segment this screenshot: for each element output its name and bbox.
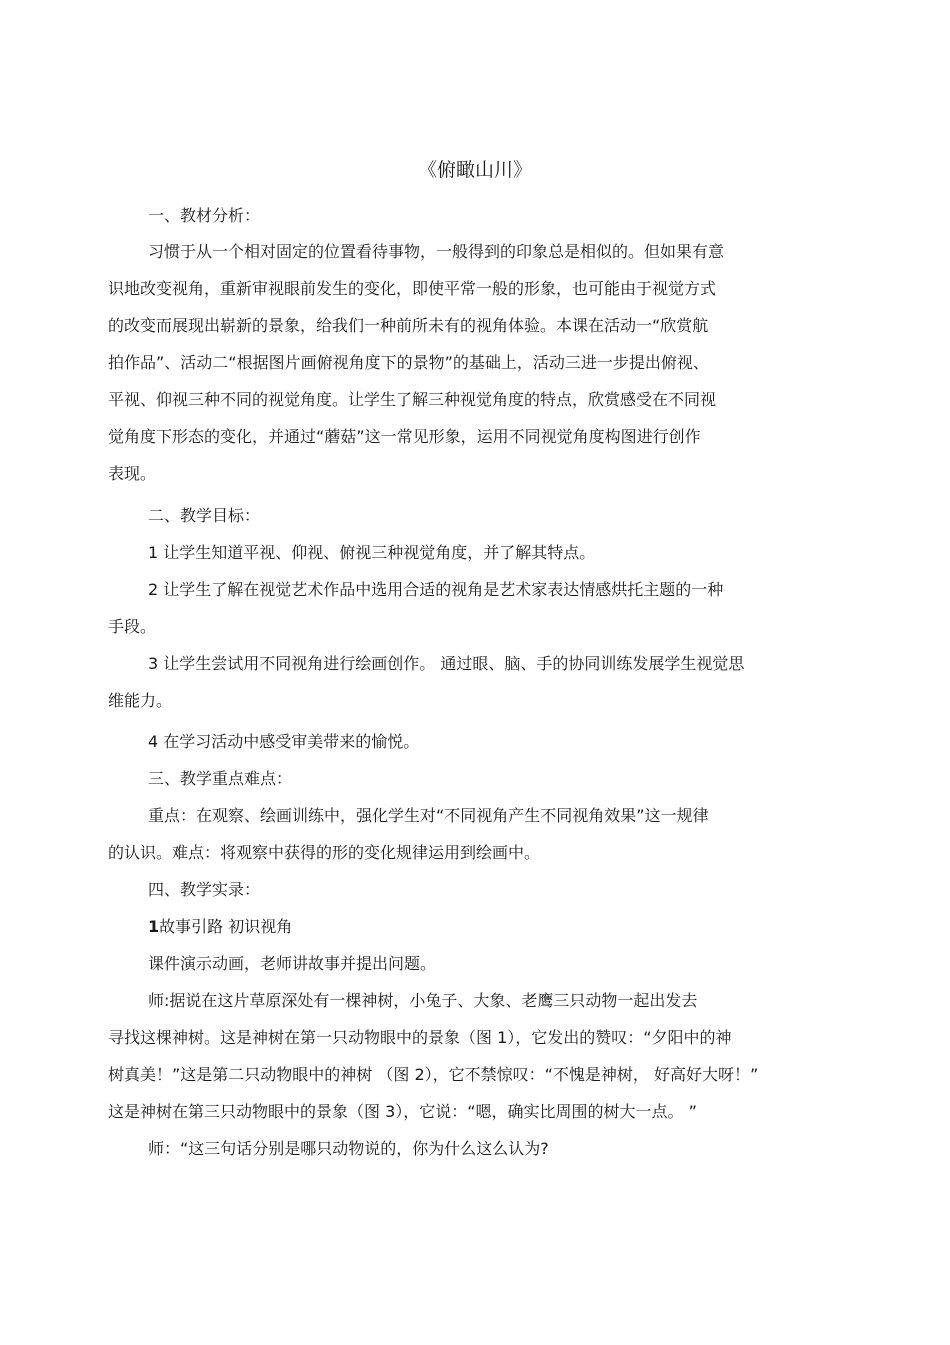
key-points-line: 重点：在观察、绘画训练中，强化学生对“不同视角产生不同视角效果”这一规律 [148, 806, 709, 825]
goal-item-4: 4 在学习活动中感受审美带来的愉悦。 [148, 732, 420, 751]
goal-item-2: 2 让学生了解在视觉艺术作品中选用合适的视角是艺术家表达情感烘托主题的一种 [148, 580, 724, 599]
paragraph-line: 的改变而展现出崭新的景象，给我们一种前所未有的视角体验。本课在活动一“欣赏航 [108, 316, 709, 335]
subsection-number: 1 [148, 917, 160, 936]
section-1-heading: 一、教材分析： [148, 206, 261, 225]
paragraph-line: 树真美！”这是第二只动物眼中的神树 （图 2），它不禁惊叹：“不愧是神树， 好高好大呀！” [108, 1065, 759, 1084]
paragraph-line: 师：“这三句话分别是哪只动物说的，你为什么这么认为? [148, 1139, 549, 1158]
goal-item-2-cont: 手段。 [108, 617, 157, 636]
paragraph-line: 平视、仰视三种不同的视觉角度。让学生了解三种视觉角度的特点，欣赏感受在不同视 [108, 390, 717, 409]
paragraph-line: 师:据说在这片草原深处有一棵神树，小兔子、大象、老鹰三只动物一起出发去 [148, 991, 698, 1010]
paragraph-line: 觉角度下形态的变化，并通过“蘑菇”这一常见形象，运用不同视觉角度构图进行创作 [108, 427, 701, 446]
section-4-heading: 四、教学实录： [148, 880, 261, 899]
section-3-heading: 三、教学重点难点： [148, 769, 293, 788]
paragraph-line: 这是神树在第三只动物眼中的景象（图 3），它说：“嗯，确实比周围的树大一点。 ” [108, 1102, 697, 1121]
goal-item-1: 1 让学生知道平视、仰视、俯视三种视觉角度，并了解其特点。 [148, 543, 596, 562]
subsection-title: 故事引路 初识视角 [159, 917, 293, 936]
paragraph-line: 课件演示动画，老师讲故事并提出问题。 [148, 954, 437, 973]
goal-item-3: 3 让学生尝试用不同视角进行绘画创作。 通过眼、脑、手的协同训练发展学生视觉思 [148, 654, 745, 673]
goal-item-3-cont: 维能力。 [108, 691, 173, 710]
paragraph-line: 习惯于从一个相对固定的位置看待事物，一般得到的印象总是相似的。但如果有意 [148, 242, 725, 261]
section-2-heading: 二、教学目标： [148, 506, 261, 525]
paragraph-line: 表现。 [108, 464, 157, 483]
document-title: 《俯瞰山川》 [417, 159, 532, 181]
subsection-heading [148, 916, 292, 938]
paragraph-line: 识地改变视角，重新审视眼前发生的变化，即使平常一般的形象，也可能由于视觉方式 [108, 279, 717, 298]
paragraph-line: 拍作品”、活动二“根据图片画俯视角度下的景物”的基础上，活动三进一步提出俯视、 [108, 353, 709, 372]
paragraph-line: 寻找这棵神树。这是神树在第一只动物眼中的景象（图 1），它发出的赞叹：“夕阳中的神 [108, 1028, 732, 1047]
key-points-line: 的认识。难点：将观察中获得的形的变化规律运用到绘画中。 [108, 843, 541, 862]
